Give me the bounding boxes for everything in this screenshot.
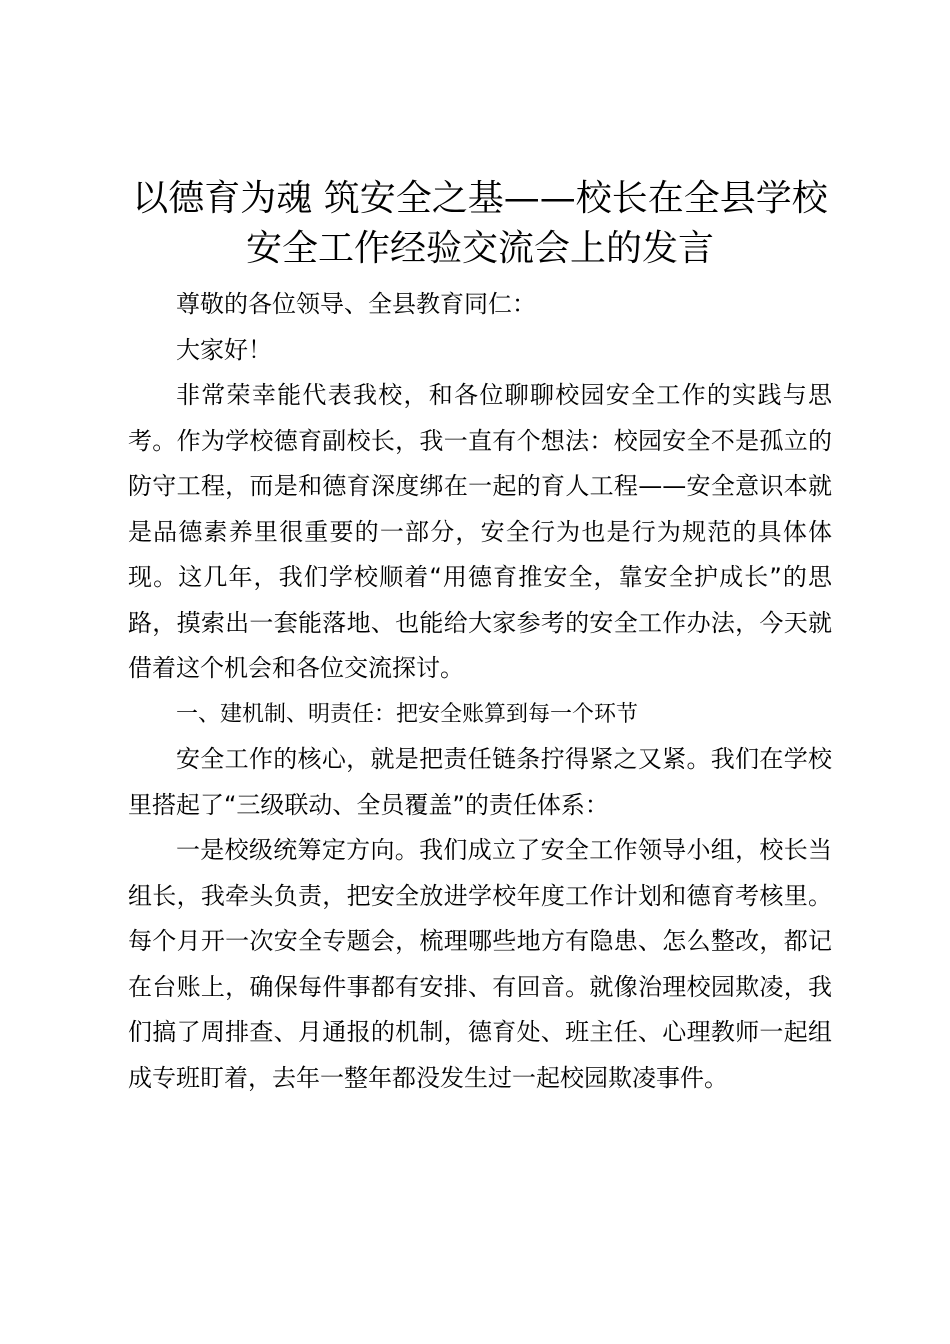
document-page — [128, 174, 832, 1101]
greeting: 大家好！ — [176, 335, 272, 364]
section-1-point-1: 一是校级统筹定方向。我们成立了安全工作领导小组，校长当组长，我牵头负责，把安全放进学校年度工作计划和德育考核里。每个月开一次安全专题会，梳理哪些地方有隐患、怎么整改，都记在台账上，确保每件事都有安排、有回音。就像治理校园欺凌，我们搞了周排查、月通报的机制，德育处、班主任、心理教师一起组成专班盯着，去年一整年都没发生过一起校园欺凌事件。 — [128, 836, 832, 1092]
document-title — [128, 174, 832, 274]
section-heading-1: 一、建机制、明责任：把安全账算到每一个环节 — [176, 701, 639, 727]
title-line-1: 以德育为魂 筑安全之基——校长在全县学校 — [132, 178, 828, 219]
intro-paragraph: 非常荣幸能代表我校，和各位聊聊校园安全工作的实践与思考。作为学校德育副校长，我一直有个想法：校园安全不是孤立的防守工程，而是和德育深度绑在一起的育人工程——安全意识本就是品德素养里很重要的一部分，安全行为也是行为规范的具体体现。这几年，我们学校顺着“用德育推安全，靠安全护成长”的思路，摸索出一套能落地、也能给大家参考的安全工作办法，今天就借着这个机会和各位交流探讨。 — [128, 381, 832, 682]
title-line-2: 安全工作经验交流会上的发言 — [245, 228, 714, 269]
salutation: 尊敬的各位领导、全县教育同仁： — [176, 290, 536, 318]
document-body — [128, 282, 832, 1101]
section-1-paragraph: 安全工作的核心，就是把责任链条拧得紧之又紧。我们在学校里搭起了“三级联动、全员覆盖”的责任体系： — [128, 745, 832, 819]
